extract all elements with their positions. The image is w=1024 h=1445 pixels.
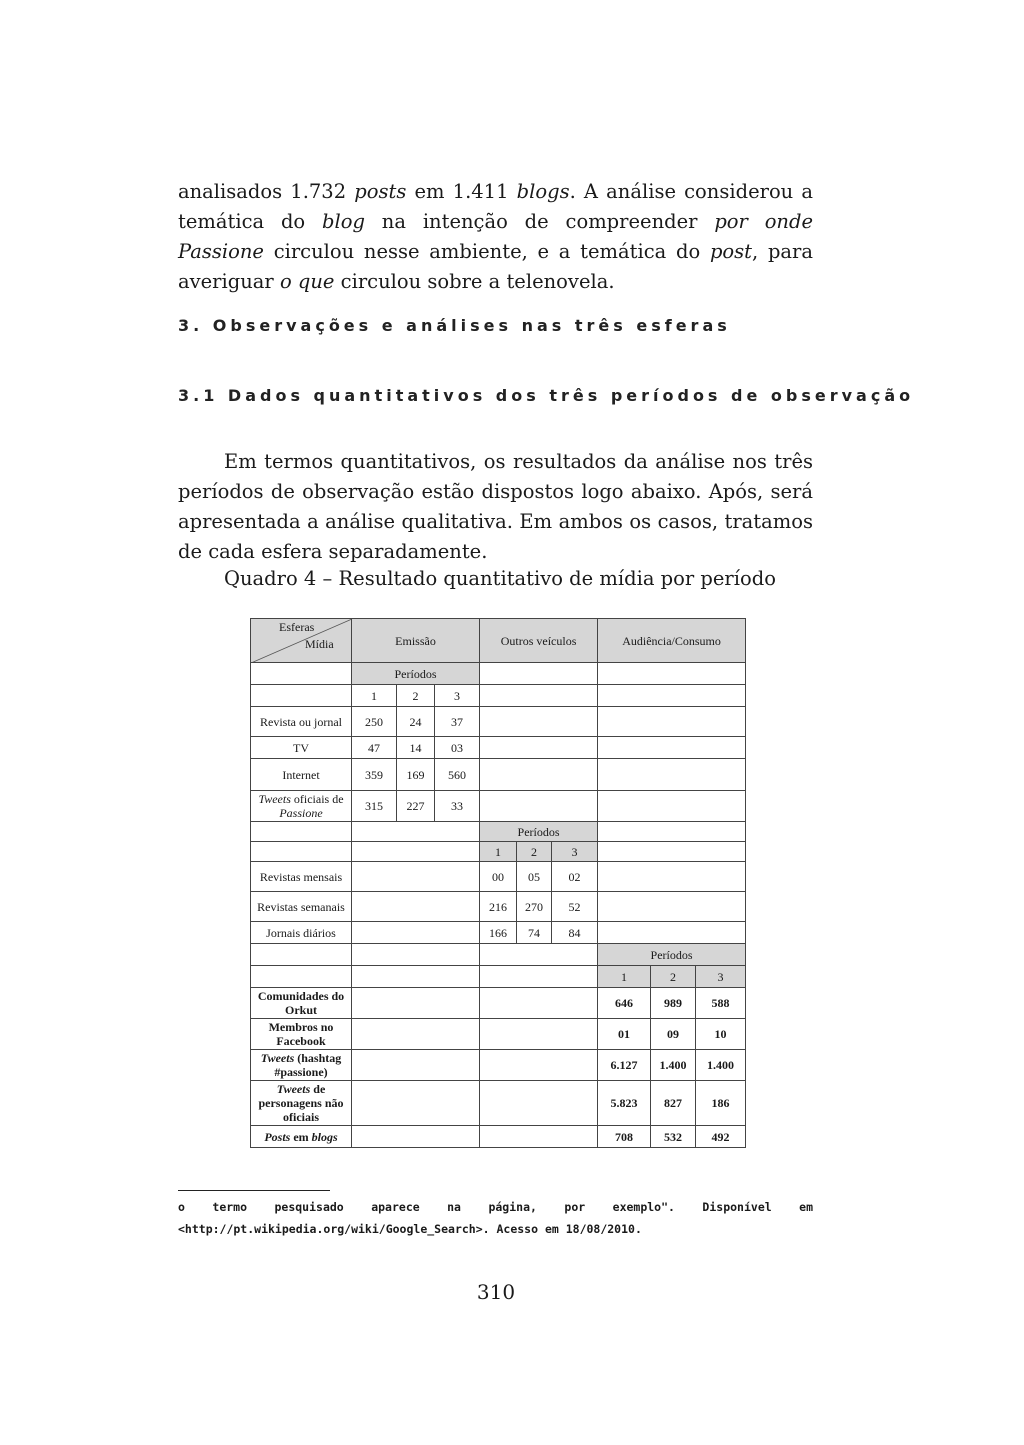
footnote-rule — [178, 1190, 330, 1191]
table-row — [251, 1081, 746, 1126]
subsection-heading: 3.1 Dados quantitativos dos três períodos de observação — [178, 386, 915, 405]
value-cell: 02 — [552, 862, 598, 892]
corner-midia: Mídia — [305, 637, 334, 651]
value-cell: 708 — [598, 1126, 651, 1148]
value-cell: 359 — [352, 759, 397, 791]
value-cell: 216 — [480, 892, 517, 922]
value-cell: 588 — [696, 988, 746, 1019]
table-row — [251, 922, 746, 944]
value-cell: 05 — [517, 862, 552, 892]
value-cell: 14 — [397, 737, 435, 759]
value-cell: 186 — [696, 1081, 746, 1126]
periodos-label: Períodos — [480, 822, 598, 842]
value-cell: 560 — [435, 759, 480, 791]
section-heading: 3. Observações e análises nas três esferas — [178, 316, 731, 335]
page-number: 310 — [476, 1280, 516, 1304]
period-header: 3 — [552, 842, 598, 862]
corner-esferas: Esferas — [279, 620, 315, 634]
header-audiencia: Audiência/Consumo — [598, 619, 746, 663]
row-label: Tweets (hashtag #passione) — [251, 1050, 352, 1081]
table-row — [251, 988, 746, 1019]
header-emissao: Emissão — [352, 619, 480, 663]
value-cell: 1.400 — [696, 1050, 746, 1081]
row-label: Revistas semanais — [251, 892, 352, 922]
table-row — [251, 1050, 746, 1081]
periodos-label: Períodos — [598, 944, 746, 966]
table-row — [251, 1019, 746, 1050]
value-cell: 227 — [397, 791, 435, 822]
period-header: 2 — [397, 685, 435, 707]
table-row — [251, 1126, 746, 1148]
row-label: Jornais diários — [251, 922, 352, 944]
header-outros-veiculos: Outros veículos — [480, 619, 598, 663]
period-header: 3 — [435, 685, 480, 707]
value-cell: 270 — [517, 892, 552, 922]
results-table — [250, 618, 746, 1148]
row-label: Posts em blogs — [251, 1126, 352, 1148]
table-caption: Quadro 4 – Resultado quantitativo de mídia por período — [224, 567, 776, 590]
table-row — [251, 707, 746, 737]
value-cell: 24 — [397, 707, 435, 737]
value-cell: 00 — [480, 862, 517, 892]
value-cell: 09 — [651, 1019, 696, 1050]
value-cell: 5.823 — [598, 1081, 651, 1126]
period-header: 3 — [696, 966, 746, 988]
periodos-label: Períodos — [352, 663, 480, 685]
value-cell: 10 — [696, 1019, 746, 1050]
value-cell: 47 — [352, 737, 397, 759]
value-cell: 166 — [480, 922, 517, 944]
value-cell: 33 — [435, 791, 480, 822]
row-label: Internet — [251, 759, 352, 791]
value-cell: 52 — [552, 892, 598, 922]
value-cell: 03 — [435, 737, 480, 759]
value-cell: 74 — [517, 922, 552, 944]
period-header: 2 — [651, 966, 696, 988]
value-cell: 01 — [598, 1019, 651, 1050]
period-header: 1 — [480, 842, 517, 862]
value-cell: 1.400 — [651, 1050, 696, 1081]
period-header: 2 — [517, 842, 552, 862]
corner-header-cell — [251, 619, 352, 663]
row-label: Tweets oficiais de Passione — [251, 791, 352, 822]
value-cell: 84 — [552, 922, 598, 944]
value-cell: 646 — [598, 988, 651, 1019]
value-cell: 989 — [651, 988, 696, 1019]
value-cell: 250 — [352, 707, 397, 737]
period-header: 1 — [598, 966, 651, 988]
row-label: Membros no Facebook — [251, 1019, 352, 1050]
value-cell: 6.127 — [598, 1050, 651, 1081]
footnote: o termo pesquisado aparece na página, por exemplo". Disponível em <http://pt.wikipedia.org/wiki/Google_Search>. Acesso em 18/08/2010. — [178, 1200, 813, 1236]
body-paragraph: Em termos quantitativos, os resultados da análise nos três períodos de observação estão dispostos logo abaixo. Após, será apresentada a análise qualitativa. Em ambos os casos, tratamos de cada esfera separadamente. — [178, 450, 813, 563]
table-row — [251, 737, 746, 759]
value-cell: 315 — [352, 791, 397, 822]
table-row — [251, 892, 746, 922]
value-cell: 827 — [651, 1081, 696, 1126]
value-cell: 169 — [397, 759, 435, 791]
row-label: Revistas mensais — [251, 862, 352, 892]
table-row — [251, 759, 746, 791]
table-row — [251, 862, 746, 892]
row-label: Comunidades do Orkut — [251, 988, 352, 1019]
intro-paragraph: analisados 1.732 posts em 1.411 blogs. A análise considerou a temática do blog na intenção de compreender por onde Passione circulou nesse ambiente, e a temática do post, para averiguar o que circulou sobre a telenovela. — [178, 180, 814, 293]
value-cell: 37 — [435, 707, 480, 737]
row-label: Revista ou jornal — [251, 707, 352, 737]
value-cell: 492 — [696, 1126, 746, 1148]
table-row — [251, 791, 746, 822]
row-label: Tweets de personagens não oficiais — [251, 1081, 352, 1126]
period-header: 1 — [352, 685, 397, 707]
row-label: TV — [251, 737, 352, 759]
value-cell: 532 — [651, 1126, 696, 1148]
